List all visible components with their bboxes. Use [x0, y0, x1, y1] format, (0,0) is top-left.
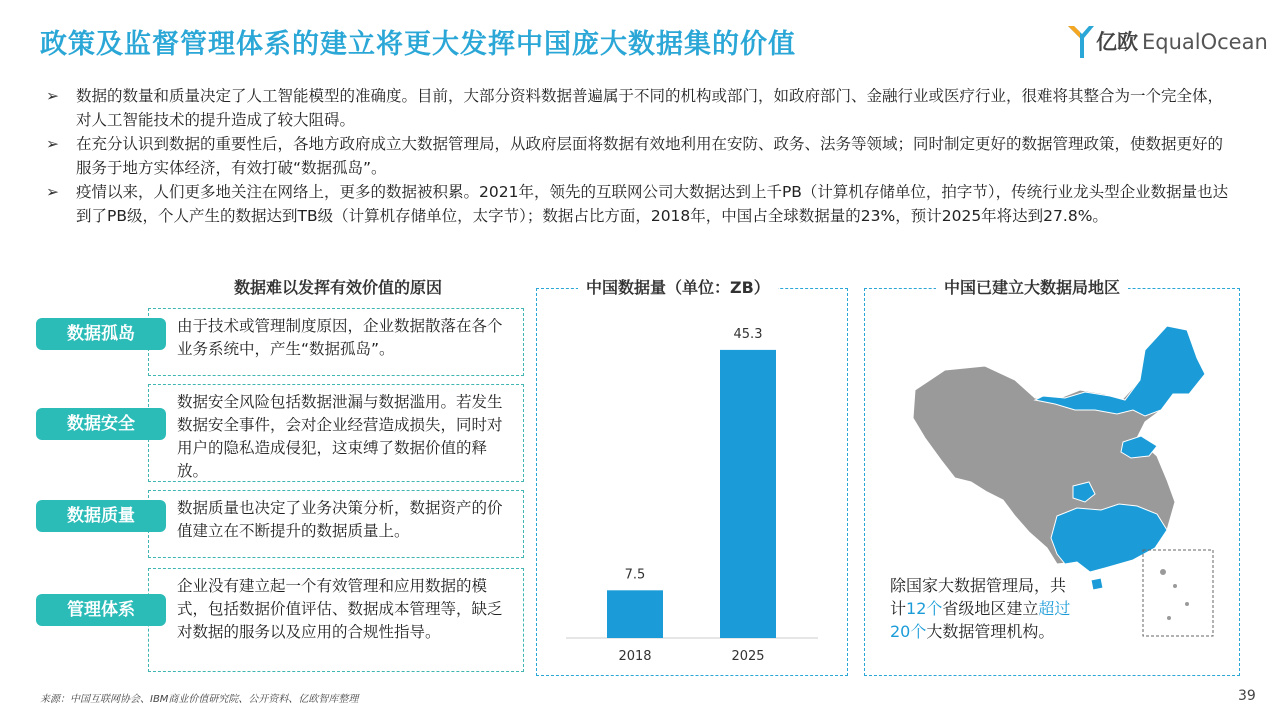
arrow-bullet-icon: ➢ — [46, 135, 59, 153]
map-region-hainan — [1091, 578, 1103, 590]
south-sea-island — [1160, 569, 1166, 575]
reason-text: 数据安全风险包括数据泄漏与数据滥用。若发生数据安全事件，会对企业经营造成损失，同时对用户的隐私造成侵犯，这束缚了数据价值的释放。 — [148, 384, 524, 482]
bullet-text: 疫情以来，人们更多地关注在网络上，更多的数据被积累。2021年，领先的互联网公司大数据达到上千PB（计算机存储单位，拍字节），传统行业龙头型企业数据量也达到了PB级，个人产生的数据达到TB级（计算机存储单位，太字节）；数据占比方面，2018年，中国占全球数据量的23%，预计2025年将达到27.8%。 — [76, 183, 1229, 225]
bullet-item — [46, 84, 1236, 132]
map-region-northeast — [1035, 326, 1205, 416]
map-description — [890, 574, 1080, 643]
logo-en-text: EqualOcean — [1142, 30, 1268, 54]
reason-tag: 数据质量 — [36, 500, 166, 532]
map-text-after: 大数据管理机构。 — [926, 622, 1055, 641]
source-note: 来源：中国互联网协会、IBM商业价值研究院、公开资料、亿欧智库整理 — [40, 694, 359, 705]
reason-text: 企业没有建立起一个有效管理和应用数据的模式，包括数据价值评估、数据成本管理等，缺乏对数据的服务以及应用的合规性指导。 — [148, 568, 524, 672]
bullet-item — [46, 180, 1236, 228]
map-text-mid: 省级地区建立 — [942, 599, 1039, 618]
map-highlight-provinces: 12个 — [906, 599, 943, 618]
bar-chart — [536, 300, 848, 670]
page-title: 政策及监督管理体系的建立将更大发挥中国庞大数据集的价值 — [40, 29, 796, 60]
reason-tag: 管理体系 — [36, 594, 166, 626]
bar-value-label: 45.3 — [733, 326, 763, 342]
south-sea-island — [1167, 616, 1171, 620]
category-label: 2025 — [731, 649, 765, 664]
arrow-bullet-icon: ➢ — [46, 183, 59, 201]
bar-value-label: 7.5 — [624, 567, 646, 583]
reasons-title: 数据难以发挥有效价值的原因 — [233, 278, 442, 297]
map-title: 中国已建立大数据局地区 — [936, 275, 1128, 298]
category-label: 2018 — [618, 649, 652, 664]
south-sea-island — [1173, 584, 1177, 588]
arrow-bullet-icon: ➢ — [46, 87, 59, 105]
south-sea-island — [1185, 602, 1189, 606]
bullet-text: 在充分认识到数据的重要性后，各地方政府成立大数据管理局，从政府层面将数据有效地利用在安防、政务、法务等领域；同时制定更好的数据管理政策，使数据更好的服务于地方实体经济，有效打破“数据孤岛”。 — [76, 135, 1224, 177]
reason-tag: 数据孤岛 — [36, 318, 166, 350]
map-highlight-agencies: 超过20个 — [890, 599, 1071, 641]
map-text-before: 除国家大数据管理局，共计 — [890, 576, 1067, 618]
bullet-item — [46, 132, 1236, 180]
page-number: 39 — [1238, 688, 1256, 704]
logo-cn-text: 亿欧 — [1096, 30, 1138, 54]
south-sea-inset — [1143, 550, 1213, 636]
bullet-list — [46, 84, 1236, 228]
logo-mark-icon — [1066, 20, 1096, 60]
map-region-south — [1051, 504, 1167, 572]
bar-2018 — [607, 590, 663, 638]
reason-text: 数据质量也决定了业务决策分析，数据资产的价值建立在不断提升的数据质量上。 — [148, 490, 524, 558]
chart-title: 中国数据量（单位：ZB） — [578, 275, 778, 298]
bullet-text: 数据的数量和质量决定了人工智能模型的准确度。目前，大部分资料数据普遍属于不同的机构或部门，如政府部门、金融行业或医疗行业，很难将其整合为一个完全体，对人工智能技术的提升造成了较大阻碍。 — [76, 87, 1224, 129]
reason-tag: 数据安全 — [36, 408, 166, 440]
reason-text: 由于技术或管理制度原因，企业数据散落在各个业务系统中，产生“数据孤岛”。 — [148, 308, 524, 376]
equalocean-logo — [1066, 20, 1268, 60]
bar-2025 — [720, 350, 776, 638]
